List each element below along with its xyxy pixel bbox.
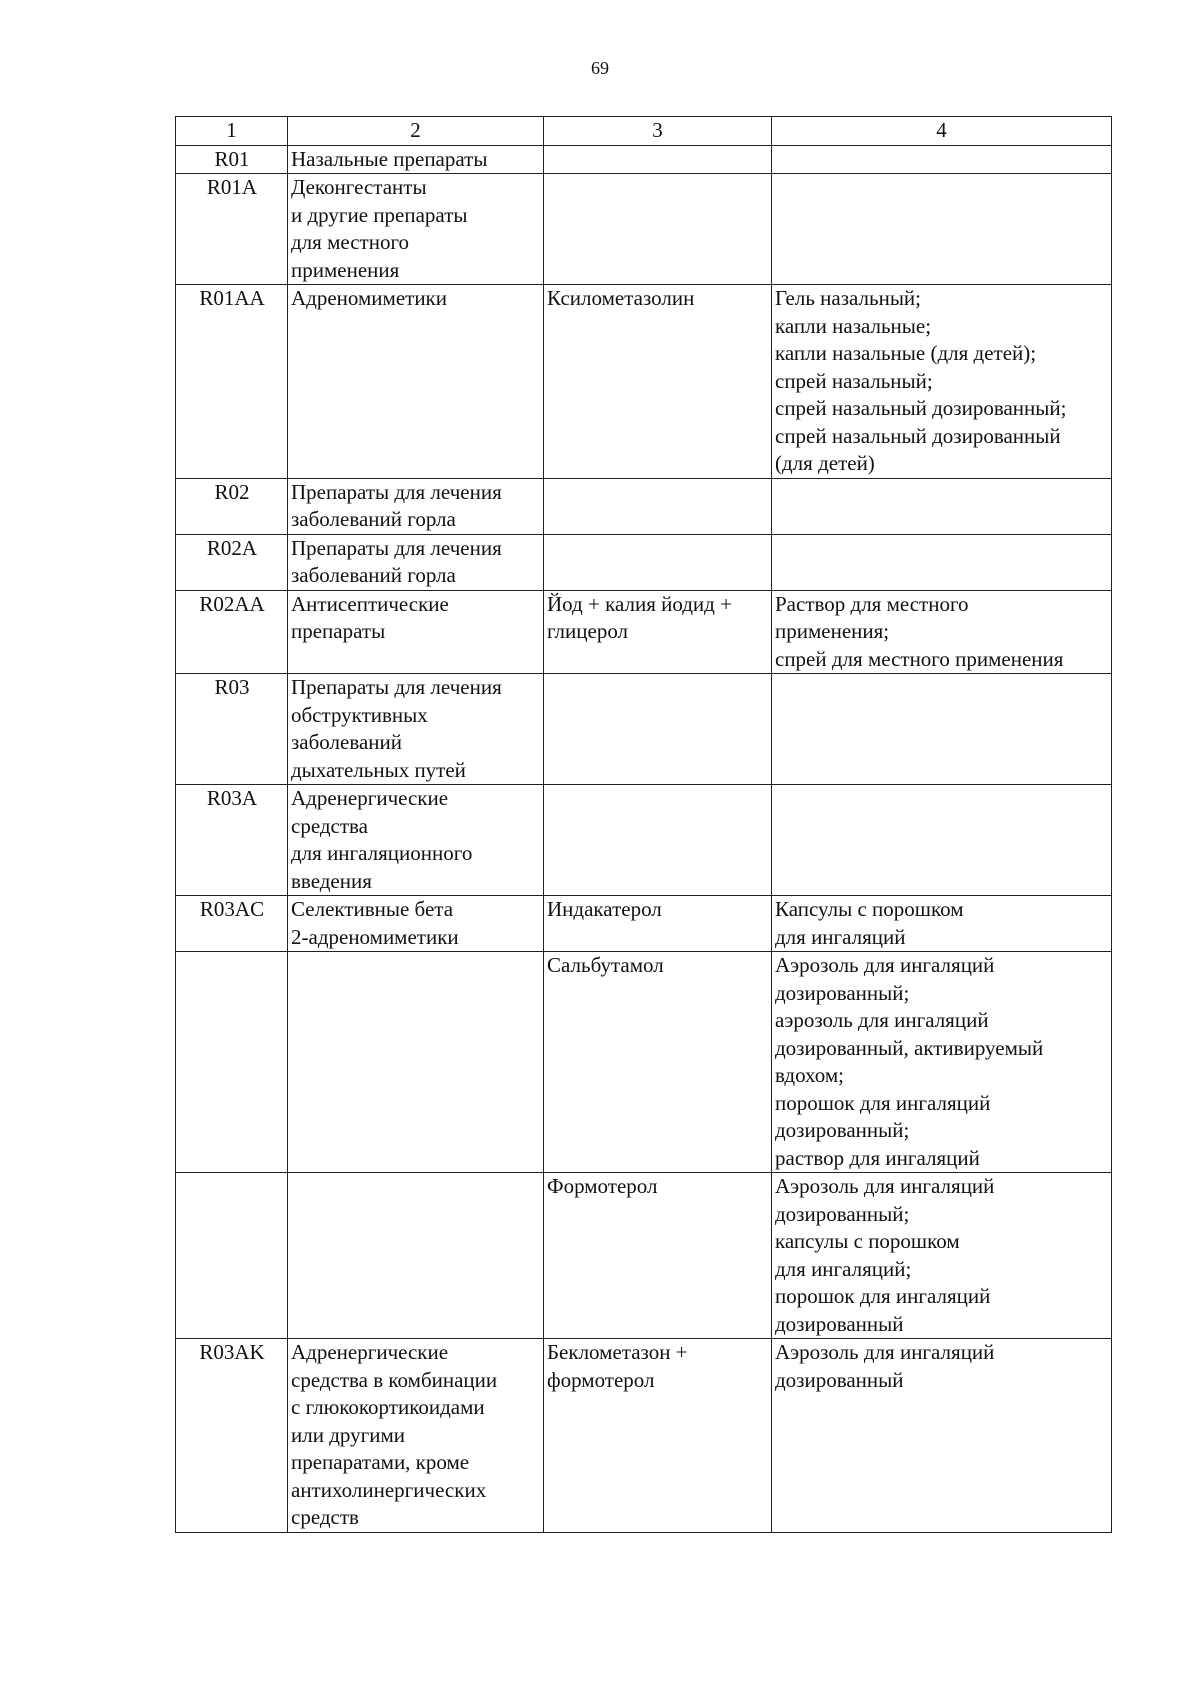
column-number-2: 2 bbox=[288, 117, 544, 146]
drug-name-cell: Сальбутамол bbox=[544, 952, 772, 1173]
drug-name-cell bbox=[544, 478, 772, 534]
table-row bbox=[176, 590, 1112, 674]
atc-code-cell bbox=[176, 1173, 288, 1339]
table-row bbox=[176, 285, 1112, 479]
drug-name-cell: Индакатерол bbox=[544, 896, 772, 952]
group-name-cell: Назальные препараты bbox=[288, 145, 544, 174]
atc-code-cell: R01A bbox=[176, 174, 288, 285]
table-row bbox=[176, 478, 1112, 534]
group-name-cell: Препараты для лечения обструктивных заболеваний дыхательных путей bbox=[288, 674, 544, 785]
dosage-form-cell bbox=[772, 174, 1112, 285]
page-number: 69 bbox=[591, 58, 609, 78]
column-number-1: 1 bbox=[176, 117, 288, 146]
dosage-form-cell: Гель назальный; капли назальные; капли назальные (для детей); спрей назальный; спрей назальный дозированный; спрей назальный дозированный (для детей) bbox=[772, 285, 1112, 479]
drug-name-cell bbox=[544, 174, 772, 285]
group-name-cell: Антисептические препараты bbox=[288, 590, 544, 674]
dosage-form-cell bbox=[772, 478, 1112, 534]
atc-code-cell: R02 bbox=[176, 478, 288, 534]
drug-name-cell: Формотерол bbox=[544, 1173, 772, 1339]
atc-code-cell: R03 bbox=[176, 674, 288, 785]
group-name-cell: Адренергические средства в комбинации с глюкокортикоидами или другими препаратами, кроме антихолинергических средств bbox=[288, 1339, 544, 1533]
drug-name-cell: Йод + калия йодид + глицерол bbox=[544, 590, 772, 674]
group-name-cell bbox=[288, 1173, 544, 1339]
drug-name-cell bbox=[544, 145, 772, 174]
table-row bbox=[176, 145, 1112, 174]
table-header-row bbox=[176, 117, 1112, 146]
dosage-form-cell: Аэрозоль для ингаляций дозированный; капсулы с порошком для ингаляций; порошок для ингаляций дозированный bbox=[772, 1173, 1112, 1339]
column-number-3: 3 bbox=[544, 117, 772, 146]
atc-code-cell: R02A bbox=[176, 534, 288, 590]
drug-table bbox=[175, 116, 1112, 1533]
group-name-cell: Адренергические средства для ингаляционного введения bbox=[288, 785, 544, 896]
group-name-cell: Селективные бета 2-адреномиметики bbox=[288, 896, 544, 952]
dosage-form-cell bbox=[772, 534, 1112, 590]
dosage-form-cell bbox=[772, 785, 1112, 896]
group-name-cell: Препараты для лечения заболеваний горла bbox=[288, 478, 544, 534]
drug-name-cell: Беклометазон + формотерол bbox=[544, 1339, 772, 1533]
atc-code-cell: R02AA bbox=[176, 590, 288, 674]
table-row bbox=[176, 534, 1112, 590]
table-row bbox=[176, 1173, 1112, 1339]
table-row bbox=[176, 785, 1112, 896]
dosage-form-cell bbox=[772, 145, 1112, 174]
group-name-cell: Адреномиметики bbox=[288, 285, 544, 479]
dosage-form-cell bbox=[772, 674, 1112, 785]
group-name-cell bbox=[288, 952, 544, 1173]
atc-code-cell: R03AK bbox=[176, 1339, 288, 1533]
drug-name-cell: Ксилометазолин bbox=[544, 285, 772, 479]
table-row bbox=[176, 174, 1112, 285]
drug-name-cell bbox=[544, 785, 772, 896]
atc-code-cell: R03AC bbox=[176, 896, 288, 952]
dosage-form-cell: Раствор для местного применения; спрей для местного применения bbox=[772, 590, 1112, 674]
atc-code-cell: R01 bbox=[176, 145, 288, 174]
atc-code-cell: R01AA bbox=[176, 285, 288, 479]
table-row bbox=[176, 896, 1112, 952]
dosage-form-cell: Аэрозоль для ингаляций дозированный; аэрозоль для ингаляций дозированный, активируемый вдохом; порошок для ингаляций дозированный; раствор для ингаляций bbox=[772, 952, 1112, 1173]
atc-code-cell: R03A bbox=[176, 785, 288, 896]
dosage-form-cell: Аэрозоль для ингаляций дозированный bbox=[772, 1339, 1112, 1533]
drug-name-cell bbox=[544, 534, 772, 590]
column-number-4: 4 bbox=[772, 117, 1112, 146]
group-name-cell: Препараты для лечения заболеваний горла bbox=[288, 534, 544, 590]
table-row bbox=[176, 952, 1112, 1173]
dosage-form-cell: Капсулы с порошком для ингаляций bbox=[772, 896, 1112, 952]
group-name-cell: Деконгестанты и другие препараты для местного применения bbox=[288, 174, 544, 285]
table-row bbox=[176, 1339, 1112, 1533]
drug-name-cell bbox=[544, 674, 772, 785]
atc-code-cell bbox=[176, 952, 288, 1173]
table-row bbox=[176, 674, 1112, 785]
